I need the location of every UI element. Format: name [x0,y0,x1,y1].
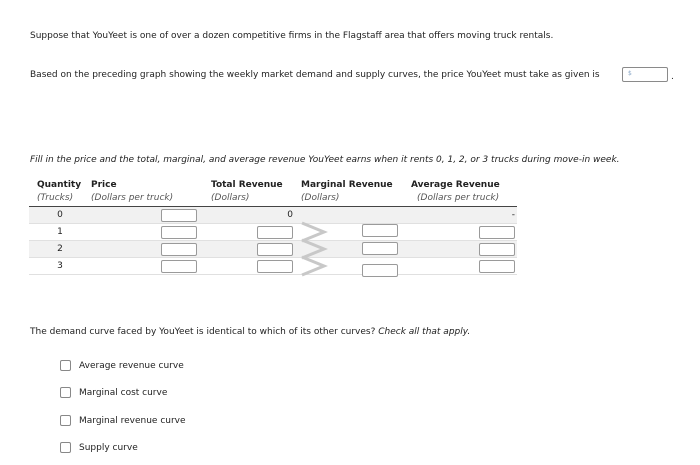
marginal-revenue-input-q1[interactable] [362,224,398,237]
price-input-q1[interactable] [161,226,197,239]
average-revenue-input-q1[interactable] [479,226,515,239]
price-question: Based on the preceding graph showing the weekly market demand and supply curves, the price YouYeet must take as given is [30,70,600,80]
dollar-prefix: $ [628,70,632,77]
chevron-right-icon [302,257,324,275]
subheader-total-revenue: (Dollars) [203,191,293,207]
checkbox[interactable] [60,360,71,371]
option-marginal-revenue-curve[interactable] [60,415,186,426]
header-marginal-revenue: Marginal Revenue [301,179,393,190]
price-trailing-period: . [671,72,674,82]
revenue-table [29,178,517,275]
price-input-q0[interactable] [161,209,197,222]
average-revenue-input-q3[interactable] [479,260,515,273]
option-label: Marginal cost curve [79,388,168,398]
price-input-q3[interactable] [161,260,197,273]
curve-question-text: The demand curve faced by YouYeet is identical to which of its other curves? [30,327,376,337]
total-revenue-input-q3[interactable] [257,260,293,273]
price-input-q2[interactable] [161,243,197,256]
option-label: Supply curve [79,443,138,453]
quantity-cell: 2 [29,241,91,258]
total-revenue-input-q2[interactable] [257,243,293,256]
table-row [29,241,517,258]
intro-text: Suppose that YouYeet is one of over a dozen competitive firms in the Flagstaff area that offers moving truck rentals. [30,31,554,41]
header-price: Price [91,179,117,190]
marginal-revenue-arrows [300,220,330,282]
option-label: Average revenue curve [79,361,184,371]
subheader-quantity: (Trucks) [29,191,91,207]
quantity-cell: 1 [29,224,91,241]
checkbox[interactable] [60,442,71,453]
table-subheader-row [29,191,517,207]
subheader-average-revenue: (Dollars per truck) [403,191,517,207]
header-quantity: Quantity [37,179,82,190]
header-average-revenue: Average Revenue [411,179,500,190]
option-supply-curve[interactable] [60,442,138,453]
header-total-revenue: Total Revenue [211,179,283,190]
total-revenue-input-q1[interactable] [257,226,293,239]
table-instruction: Fill in the price and the total, marginal, and average revenue YouYeet earns when it rents 0, 1, 2, or 3 trucks during move-in week. [30,155,620,165]
table-header-row [29,178,517,191]
subheader-price: (Dollars per truck) [91,191,203,207]
quantity-cell: 3 [29,258,91,275]
chevron-right-icon [302,223,324,241]
table-row [29,207,517,224]
market-price-input[interactable] [622,67,668,82]
curve-question-hint: Check all that apply. [378,327,471,337]
average-revenue-cell: - [403,207,517,224]
marginal-revenue-input-q3[interactable] [362,264,398,277]
curve-question [30,327,470,337]
marginal-revenue-input-q2[interactable] [362,242,398,255]
table-row [29,258,517,275]
checkbox[interactable] [60,415,71,426]
option-marginal-cost-curve[interactable] [60,387,167,398]
chevron-right-icon [302,240,324,258]
checkbox[interactable] [60,387,71,398]
option-label: Marginal revenue curve [79,416,186,426]
total-revenue-cell: 0 [203,207,293,224]
average-revenue-input-q2[interactable] [479,243,515,256]
subheader-marginal-revenue: (Dollars) [293,191,403,207]
table-row [29,224,517,241]
option-average-revenue-curve[interactable] [60,360,184,371]
quantity-cell: 0 [29,207,91,224]
